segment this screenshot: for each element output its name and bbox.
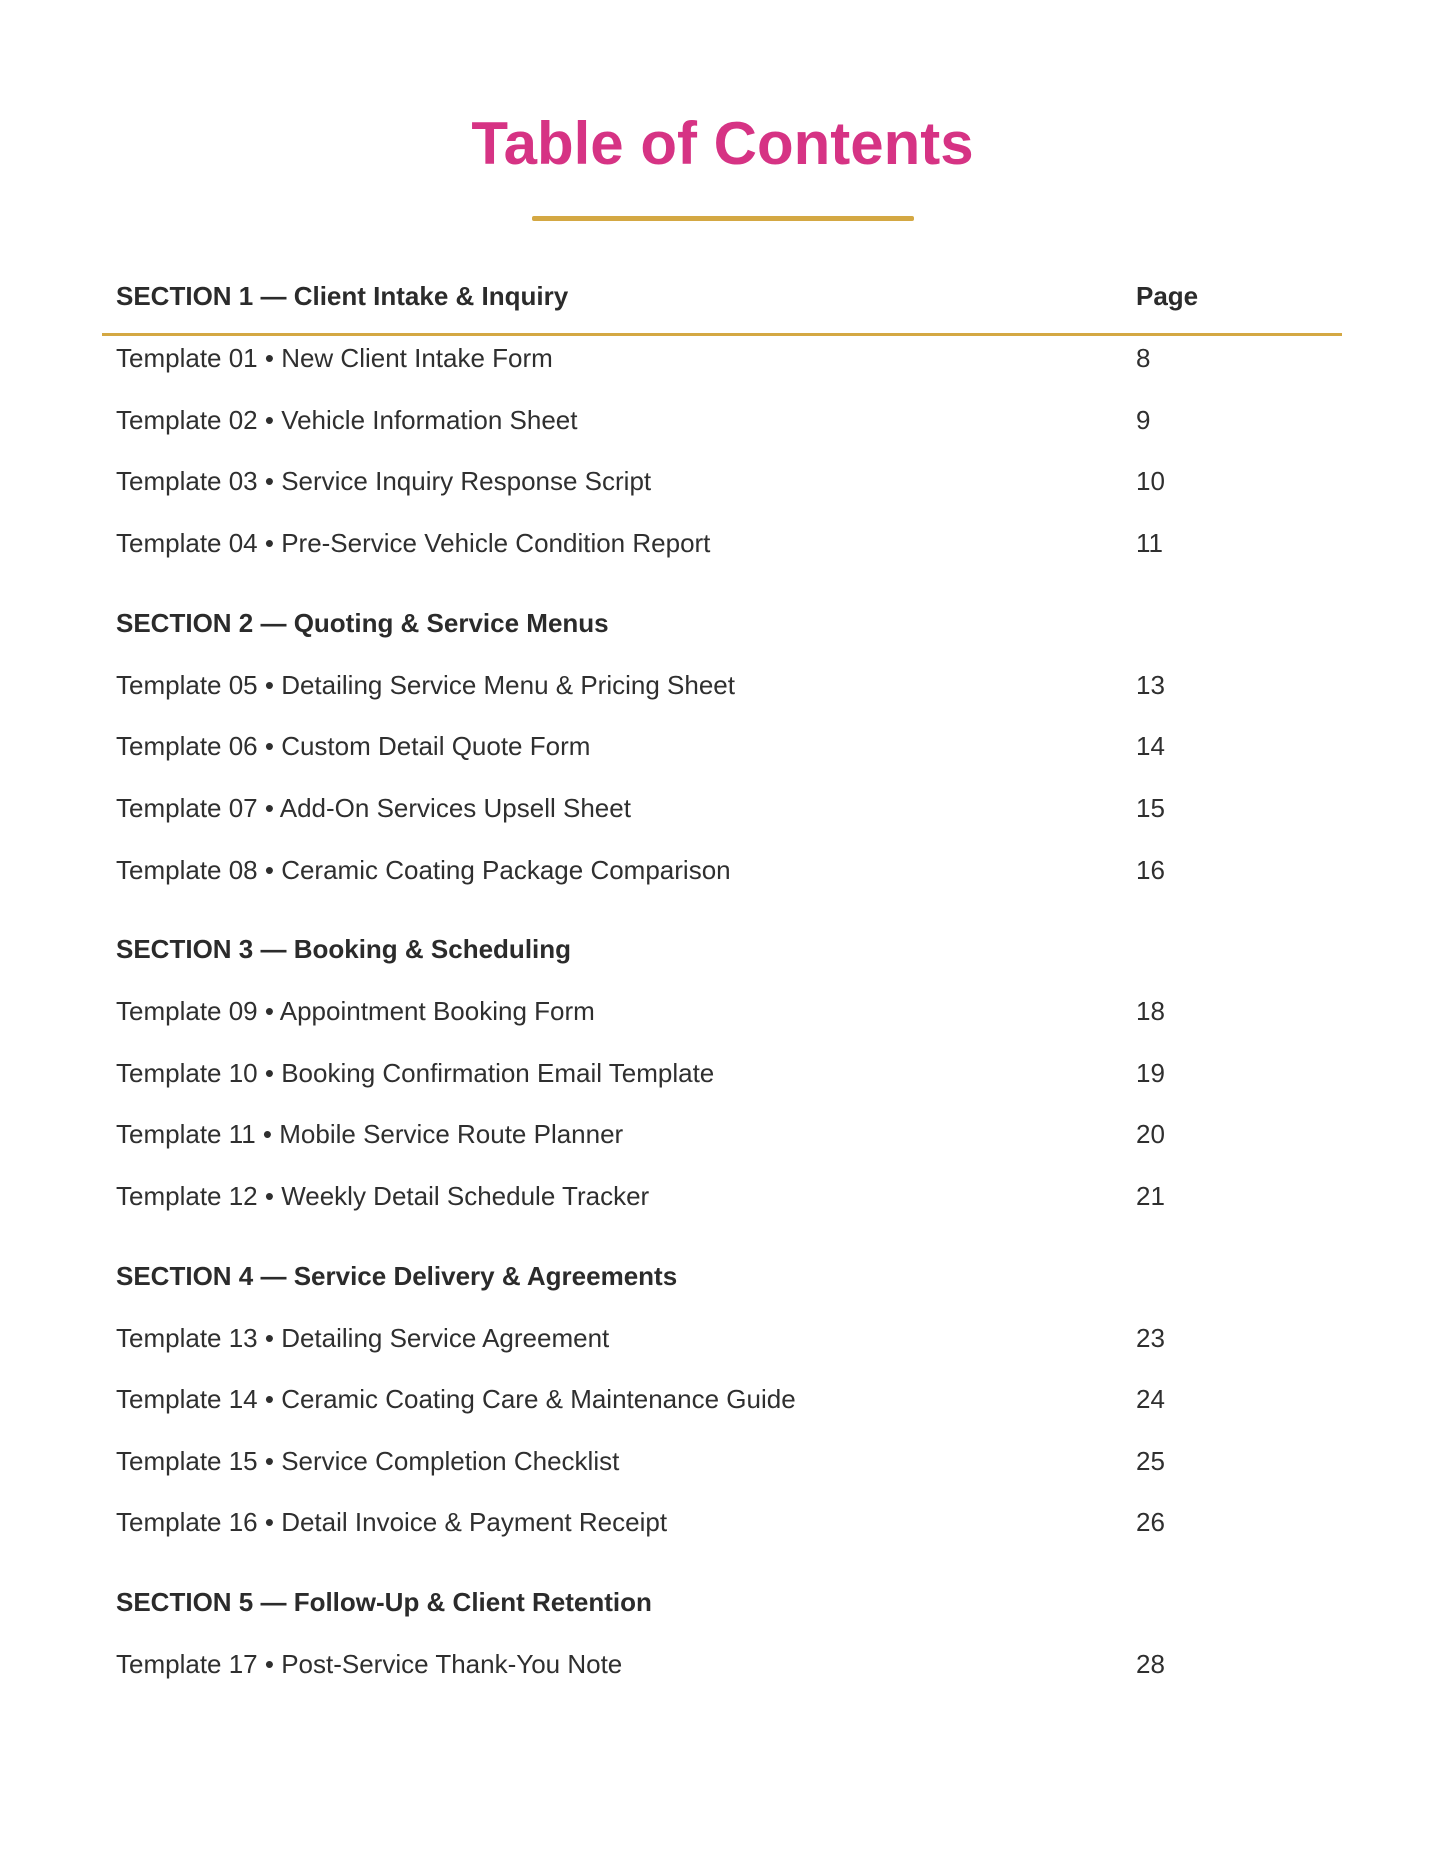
section-heading-row	[0, 929, 1445, 969]
entry-label: Template 02 • Vehicle Information Sheet	[116, 405, 578, 435]
section-heading: SECTION 5 — Follow-Up & Client Retention	[116, 1587, 652, 1617]
section-heading-row	[0, 603, 1445, 643]
entry-page-number: 26	[1136, 1507, 1165, 1537]
entry-page-number: 16	[1136, 855, 1165, 885]
entry-label: Template 05 • Detailing Service Menu & Pricing Sheet	[116, 670, 735, 700]
entry-page-number: 28	[1136, 1649, 1165, 1679]
toc-entry[interactable]	[0, 1318, 1445, 1358]
header-divider	[102, 333, 1342, 336]
entry-label: Template 13 • Detailing Service Agreement	[116, 1323, 610, 1353]
entry-page-number: 23	[1136, 1323, 1165, 1353]
entry-label: Template 07 • Add-On Services Upsell Sheet	[116, 793, 631, 823]
toc-entry[interactable]	[0, 1176, 1445, 1216]
entry-label: Template 09 • Appointment Booking Form	[116, 996, 595, 1026]
toc-entry[interactable]	[0, 338, 1445, 378]
entry-page-number: 24	[1136, 1384, 1165, 1414]
entry-label: Template 04 • Pre-Service Vehicle Condition Report	[116, 528, 711, 558]
entry-label: Template 11 • Mobile Service Route Planner	[116, 1119, 624, 1149]
toc-entry[interactable]	[0, 665, 1445, 705]
toc-header-row	[0, 276, 1445, 316]
toc-entry[interactable]	[0, 788, 1445, 828]
toc-entry[interactable]	[0, 1441, 1445, 1481]
entry-page-number: 11	[1136, 528, 1163, 558]
entry-label: Template 03 • Service Inquiry Response Script	[116, 466, 652, 496]
entry-page-number: 18	[1136, 996, 1165, 1026]
entry-label: Template 12 • Weekly Detail Schedule Tracker	[116, 1181, 650, 1211]
entry-page-number: 10	[1136, 466, 1165, 496]
section-heading: SECTION 2 — Quoting & Service Menus	[116, 608, 609, 638]
entry-label: Template 10 • Booking Confirmation Email Template	[116, 1058, 715, 1088]
toc-entry[interactable]	[0, 991, 1445, 1031]
toc-entry[interactable]	[0, 523, 1445, 563]
entry-label: Template 17 • Post-Service Thank-You Note	[116, 1649, 623, 1679]
entry-label: Template 16 • Detail Invoice & Payment Receipt	[116, 1507, 668, 1537]
entry-page-number: 19	[1136, 1058, 1165, 1088]
section-heading: SECTION 1 — Client Intake & Inquiry	[116, 281, 569, 311]
entry-page-number: 21	[1136, 1181, 1165, 1211]
toc-entry[interactable]	[0, 1053, 1445, 1093]
section-heading-row	[0, 1582, 1445, 1622]
toc-entry[interactable]	[0, 1114, 1445, 1154]
toc-entry[interactable]	[0, 400, 1445, 440]
entry-label: Template 15 • Service Completion Checklist	[116, 1446, 620, 1476]
toc-entry[interactable]	[0, 726, 1445, 766]
page-column-header: Page	[1136, 281, 1199, 311]
entry-label: Template 14 • Ceramic Coating Care & Maintenance Guide	[116, 1384, 796, 1414]
section-heading: SECTION 4 — Service Delivery & Agreements	[116, 1261, 678, 1291]
page-title: Table of Contents	[471, 110, 974, 177]
toc-entry[interactable]	[0, 1502, 1445, 1542]
entry-page-number: 20	[1136, 1119, 1165, 1149]
toc-entry[interactable]	[0, 1379, 1445, 1419]
section-heading-row	[0, 1256, 1445, 1296]
toc-entry[interactable]	[0, 461, 1445, 501]
section-heading: SECTION 3 — Booking & Scheduling	[116, 934, 572, 964]
entry-label: Template 08 • Ceramic Coating Package Comparison	[116, 855, 731, 885]
entry-label: Template 06 • Custom Detail Quote Form	[116, 731, 591, 761]
entry-label: Template 01 • New Client Intake Form	[116, 343, 553, 373]
entry-page-number: 14	[1136, 731, 1165, 761]
title-divider	[532, 216, 914, 221]
toc-entry[interactable]	[0, 1644, 1445, 1684]
toc-entry[interactable]	[0, 850, 1445, 890]
entry-page-number: 9	[1136, 405, 1151, 435]
entry-page-number: 8	[1136, 343, 1151, 373]
entry-page-number: 13	[1136, 670, 1165, 700]
entry-page-number: 25	[1136, 1446, 1165, 1476]
entry-page-number: 15	[1136, 793, 1165, 823]
